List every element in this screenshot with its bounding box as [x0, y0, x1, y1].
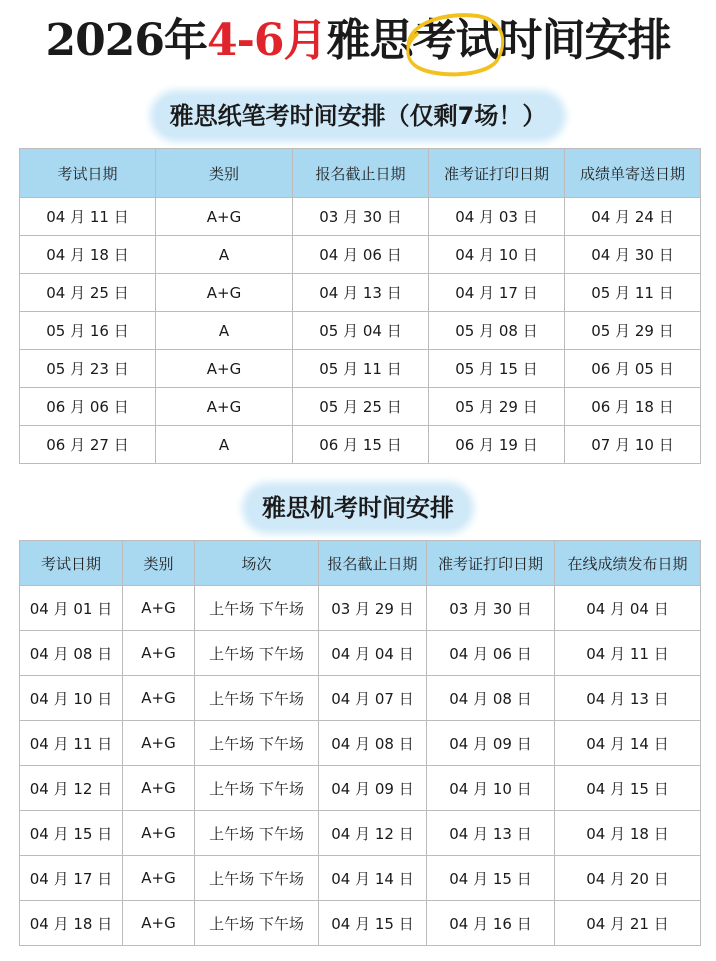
table-cell: 06 月 05 日 — [565, 350, 701, 388]
title-months: 4-6月 — [206, 15, 327, 66]
table-cell: 06 月 18 日 — [565, 388, 701, 426]
table-header-row — [20, 541, 701, 586]
table-cell: 05 月 11 日 — [565, 274, 701, 312]
table-row — [20, 236, 701, 274]
table-cell: 04 月 11 日 — [20, 198, 156, 236]
page-title — [0, 6, 716, 76]
table-cell: 04 月 12 日 — [319, 811, 427, 856]
table-cell: 04 月 03 日 — [429, 198, 565, 236]
table-cell: 04 月 15 日 — [427, 856, 555, 901]
column-header: 在线成绩发布日期 — [555, 541, 701, 586]
table-cell: 04 月 07 日 — [319, 676, 427, 721]
title-exam: 考试 — [412, 15, 499, 66]
table-row — [20, 350, 701, 388]
table-cell: 04 月 18 日 — [555, 811, 701, 856]
table-cell: 上午场 下午场 — [195, 901, 319, 946]
table-cell: A+G — [156, 198, 293, 236]
table-cell: 04 月 10 日 — [20, 676, 123, 721]
table-cell: 04 月 12 日 — [20, 766, 123, 811]
table-cell: 04 月 13 日 — [293, 274, 429, 312]
table-cell: A+G — [123, 766, 195, 811]
table-cell: A — [156, 312, 293, 350]
table-cell: 04 月 11 日 — [20, 721, 123, 766]
table-cell: 03 月 29 日 — [319, 586, 427, 631]
table-cell: A+G — [123, 856, 195, 901]
table-row — [20, 901, 701, 946]
table-cell: 04 月 04 日 — [555, 586, 701, 631]
table-cell: 05 月 04 日 — [293, 312, 429, 350]
table-row — [20, 766, 701, 811]
paper-section-title: 雅思纸笔考时间安排（仅剩7场！） — [0, 96, 716, 136]
table-cell: 04 月 14 日 — [555, 721, 701, 766]
table-cell: 04 月 08 日 — [20, 631, 123, 676]
table-cell: 04 月 04 日 — [319, 631, 427, 676]
table-cell: 06 月 27 日 — [20, 426, 156, 464]
table-cell: 04 月 06 日 — [293, 236, 429, 274]
table-cell: 04 月 01 日 — [20, 586, 123, 631]
table-row — [20, 312, 701, 350]
table-cell: 05 月 29 日 — [565, 312, 701, 350]
table-cell: 06 月 15 日 — [293, 426, 429, 464]
table-row — [20, 676, 701, 721]
table-header-row — [20, 149, 701, 198]
table-cell: 05 月 23 日 — [20, 350, 156, 388]
table-row — [20, 426, 701, 464]
table-cell: 05 月 25 日 — [293, 388, 429, 426]
table-cell: A — [156, 236, 293, 274]
table-cell: 上午场 下午场 — [195, 586, 319, 631]
table-cell: A+G — [123, 631, 195, 676]
table-cell: A+G — [156, 388, 293, 426]
table-cell: 04 月 13 日 — [427, 811, 555, 856]
table-cell: 04 月 08 日 — [427, 676, 555, 721]
table-cell: 05 月 08 日 — [429, 312, 565, 350]
table-row — [20, 586, 701, 631]
column-header: 考试日期 — [20, 541, 123, 586]
table-cell: 04 月 09 日 — [427, 721, 555, 766]
table-cell: 03 月 30 日 — [293, 198, 429, 236]
title-circled-word — [412, 6, 498, 76]
column-header: 报名截止日期 — [319, 541, 427, 586]
table-cell: A+G — [123, 721, 195, 766]
table-cell: 04 月 15 日 — [319, 901, 427, 946]
table-cell: 05 月 16 日 — [20, 312, 156, 350]
table-cell: 05 月 15 日 — [429, 350, 565, 388]
table-cell: 上午场 下午场 — [195, 631, 319, 676]
table-row — [20, 721, 701, 766]
table-cell: 上午场 下午场 — [195, 676, 319, 721]
table-cell: 03 月 30 日 — [427, 586, 555, 631]
column-header: 类别 — [156, 149, 293, 198]
table-cell: A — [156, 426, 293, 464]
table-cell: 04 月 21 日 — [555, 901, 701, 946]
column-header: 准考证打印日期 — [429, 149, 565, 198]
table-cell: 05 月 11 日 — [293, 350, 429, 388]
table-cell: 05 月 29 日 — [429, 388, 565, 426]
table-cell: 上午场 下午场 — [195, 766, 319, 811]
table-cell: 06 月 19 日 — [429, 426, 565, 464]
table-cell: A+G — [156, 350, 293, 388]
table-cell: A+G — [123, 901, 195, 946]
table-cell: 04 月 16 日 — [427, 901, 555, 946]
table-cell: 上午场 下午场 — [195, 811, 319, 856]
table-row — [20, 274, 701, 312]
table-cell: 04 月 10 日 — [429, 236, 565, 274]
table-cell: 04 月 06 日 — [427, 631, 555, 676]
computer-section-title: 雅思机考时间安排 — [0, 488, 716, 528]
table-cell: 04 月 17 日 — [20, 856, 123, 901]
computer-exam-table — [19, 540, 701, 946]
table-row — [20, 856, 701, 901]
column-header: 考试日期 — [20, 149, 156, 198]
table-cell: A+G — [123, 586, 195, 631]
table-cell: 上午场 下午场 — [195, 856, 319, 901]
table-cell: A+G — [156, 274, 293, 312]
table-row — [20, 388, 701, 426]
title-year: 2026年 — [45, 15, 207, 66]
table-cell: 04 月 30 日 — [565, 236, 701, 274]
table-cell: 04 月 24 日 — [565, 198, 701, 236]
table-cell: 04 月 10 日 — [427, 766, 555, 811]
table-cell: 06 月 06 日 — [20, 388, 156, 426]
table-row — [20, 631, 701, 676]
table-cell: 04 月 14 日 — [319, 856, 427, 901]
table-cell: 04 月 09 日 — [319, 766, 427, 811]
title-ielts: 雅思 — [326, 15, 413, 66]
table-cell: 04 月 13 日 — [555, 676, 701, 721]
paper-exam-table — [19, 148, 701, 464]
table-cell: A+G — [123, 811, 195, 856]
title-schedule: 时间安排 — [498, 15, 671, 66]
table-cell: 04 月 08 日 — [319, 721, 427, 766]
table-row — [20, 811, 701, 856]
column-header: 场次 — [195, 541, 319, 586]
table-cell: 04 月 11 日 — [555, 631, 701, 676]
column-header: 类别 — [123, 541, 195, 586]
column-header: 成绩单寄送日期 — [565, 149, 701, 198]
table-cell: 04 月 15 日 — [555, 766, 701, 811]
table-cell: 04 月 17 日 — [429, 274, 565, 312]
table-cell: 04 月 20 日 — [555, 856, 701, 901]
table-row — [20, 198, 701, 236]
table-cell: 04 月 25 日 — [20, 274, 156, 312]
table-cell: 07 月 10 日 — [565, 426, 701, 464]
table-cell: 04 月 18 日 — [20, 236, 156, 274]
table-cell: 04 月 15 日 — [20, 811, 123, 856]
column-header: 报名截止日期 — [293, 149, 429, 198]
table-cell: 上午场 下午场 — [195, 721, 319, 766]
table-cell: A+G — [123, 676, 195, 721]
column-header: 准考证打印日期 — [427, 541, 555, 586]
table-cell: 04 月 18 日 — [20, 901, 123, 946]
